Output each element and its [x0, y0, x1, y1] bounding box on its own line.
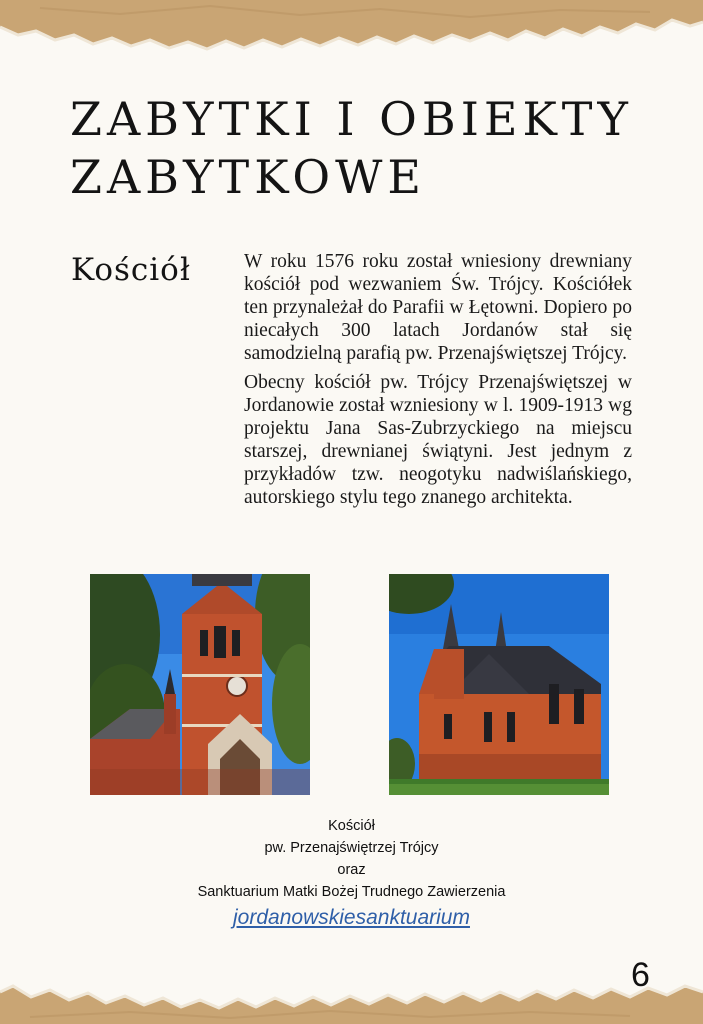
page-number: 6 [631, 956, 650, 994]
page-title-line-1: ZABYTKI I OBIEKTY [70, 92, 633, 146]
history-paragraph-1: W roku 1576 roku został wniesiony drewniany kościół pod wezwaniem Św. Trójcy. Kościółek ten przynależał do Parafii w Łętowni. Dopiero po niecałych 300 latach Jordanów stał się samodzielną parafią pw. Przenajświętszej Trójcy. [244, 251, 632, 364]
torn-paper-top-decoration [0, 0, 703, 60]
church-side-photo [389, 574, 609, 795]
torn-paper-bottom-decoration [0, 962, 703, 1024]
photo-caption [0, 815, 703, 931]
caption-line-2: pw. Przenajświętrzej Trójcy [264, 840, 439, 856]
sanctuary-link[interactable]: jordanowskiesanktuarium [233, 906, 470, 929]
caption-line-4: Sanktuarium Matki Bożej Trudnego Zawierzenia [197, 884, 506, 900]
caption-line-1: Kościół [328, 818, 375, 834]
page-title [70, 90, 670, 206]
section-heading-kosciol: Kościół [71, 252, 191, 288]
history-paragraph-2: Obecny kościół pw. Trójcy Przenajświętszej w Jordanowie został wzniesiony w l. 1909-1913 wg projektu Jana Sas-Zubrzyckiego na miejscu starszej, drewnianej świątyni. Jest jednym z przykładów tzw. neogotyku nadwiślańskiego, autorskiego stylu tego znanego architekta. [244, 372, 632, 508]
caption-line-3: oraz [337, 862, 366, 878]
page-title-line-2: ZABYTKOWE [70, 150, 426, 204]
history-text [244, 250, 632, 515]
church-tower-photo [90, 574, 310, 795]
